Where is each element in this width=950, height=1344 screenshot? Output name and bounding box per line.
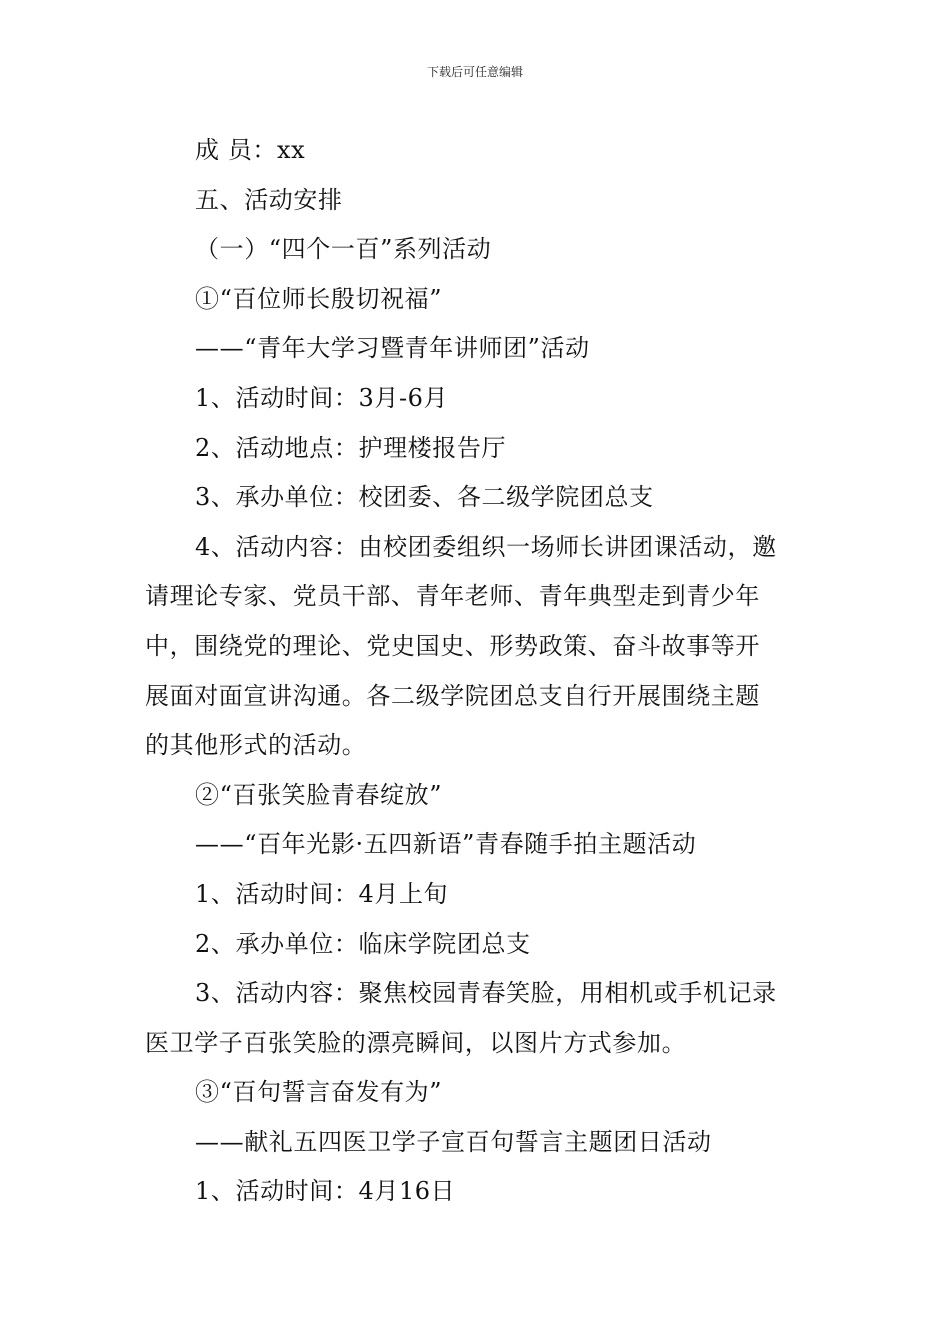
activity-2-content-line: 3、活动内容：聚焦校园青春笑脸，用相机或手机记录 xyxy=(195,979,777,1008)
document-body xyxy=(145,126,807,1217)
activity-2-content xyxy=(145,969,807,1068)
activity-1-organizer: 3、承办单位：校团委、各二级学院团总支 xyxy=(195,483,654,512)
activity-1-time: 1、活动时间：3月-6月 xyxy=(195,383,449,412)
activity-1-content-line: 的其他形式的活动。 xyxy=(145,731,367,760)
activity-1-content-line: 中，围绕党的理论、党史国史、形势政策、奋斗故事等开 xyxy=(145,631,760,660)
activity-1-title: ①“百位师长殷切祝福” xyxy=(195,284,443,313)
activity-3-title: ③“百句誓言奋发有为” xyxy=(195,1078,443,1107)
activity-2-time: 1、活动时间：4月上旬 xyxy=(195,879,449,908)
activity-1-location: 2、活动地点：护理楼报告厅 xyxy=(195,433,507,462)
activity-1-content-line: 展面对面宣讲沟通。各二级学院团总支自行开展围绕主题 xyxy=(145,681,760,710)
section-heading-activity-arrangement: 五、活动安排 xyxy=(195,185,343,214)
page-header-note: 下载后可任意编辑 xyxy=(426,65,523,79)
activity-1-subtitle: ——“青年大学习暨青年讲师团”活动 xyxy=(195,334,590,363)
activity-2-content-line: 医卫学子百张笑脸的漂亮瞬间，以图片方式参加。 xyxy=(145,1028,687,1057)
subsection-heading-four-hundreds: （一）“四个一百”系列活动 xyxy=(195,235,492,264)
members-line: 成 员：xx xyxy=(195,136,306,164)
activity-2-organizer: 2、承办单位：临床学院团总支 xyxy=(195,929,531,958)
activity-1-content-line: 请理论专家、党员干部、青年老师、青年典型走到青少年 xyxy=(145,582,760,611)
activity-2-title: ②“百张笑脸青春绽放” xyxy=(195,780,443,809)
activity-3-time: 1、活动时间：4月16日 xyxy=(195,1177,456,1206)
activity-1-content xyxy=(145,523,807,771)
activity-2-subtitle: ——“百年光影·五四新语”青春随手拍主题活动 xyxy=(195,830,697,859)
activity-3-subtitle: ——献礼五四医卫学子宣百句誓言主题团日活动 xyxy=(195,1127,712,1156)
activity-1-content-line: 4、活动内容：由校团委组织一场师长讲团课活动，邀 xyxy=(195,532,777,561)
